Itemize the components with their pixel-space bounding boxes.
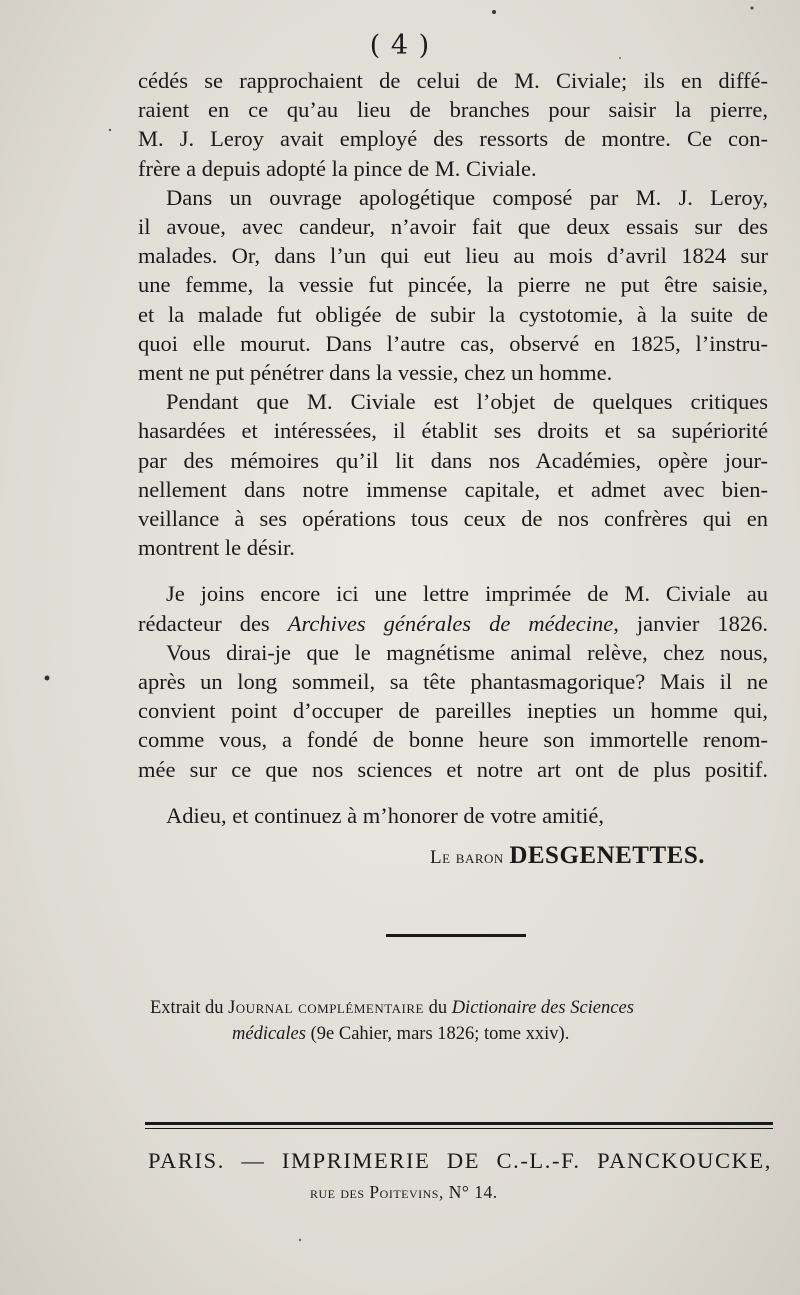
- text-line: veillance à ses opérations tous ceux de nos confrères qui en: [138, 506, 768, 532]
- paragraph-leroy-trials: [138, 183, 768, 387]
- text-line: montrent le désir.: [138, 535, 295, 561]
- paragraph-civiale-defense: [138, 387, 768, 562]
- text-line: par des mémoires qu’il lit dans nos Académies, opère jour-: [138, 447, 768, 473]
- text-line: convient point d’occuper de pareilles inepties un homme qui,: [138, 698, 768, 724]
- text-line: frère a depuis adopté la pince de M. Civiale.: [138, 155, 537, 181]
- text-line: hasardées et intéressées, il établit ses droits et sa supériorité: [138, 418, 768, 444]
- text-line: Vous dirai-je que le magnétisme animal relève, chez nous,: [166, 639, 768, 665]
- text-line: raient en ce qu’au lieu de branches pour saisir la pierre,: [138, 97, 768, 123]
- printer-imprint: [148, 1148, 772, 1203]
- text-line: comme vous, a fondé de bonne heure son immortelle renom-: [138, 727, 768, 753]
- page-number: ( 4 ): [369, 30, 431, 61]
- text-line: il avoue, avec candeur, n’avoir fait que deux essais sur des: [138, 214, 768, 240]
- text-line: Je joins encore ici une lettre imprimée de M. Civiale au: [166, 581, 768, 607]
- printer-name: PARIS. — IMPRIMERIE DE C.-L.-F. PANCKOUCKE,: [148, 1148, 772, 1173]
- signature-name: DESGENETTES.: [509, 842, 705, 869]
- text-line: mée sur ce que nos sciences et notre art ont de plus positif.: [138, 756, 768, 782]
- journal-title: Journal complémentaire: [228, 998, 424, 1018]
- paragraph-leroy-instruments: [138, 66, 768, 183]
- text-line: rédacteur des Archives générales de médecine, janvier 1826.: [138, 610, 768, 636]
- text-line: malades. Or, dans l’un qui eut lieu au mois d’avril 1824 sur: [138, 243, 768, 269]
- text-line: cédés se rapprochaient de celui de M. Civiale; ils en diffé-: [138, 68, 768, 93]
- text-line: M. J. Leroy avait employé des ressorts de montre. Ce con-: [138, 126, 768, 152]
- text-line: ment ne put pénétrer dans la vessie, chez un homme.: [138, 360, 613, 386]
- paragraph-magnetism: [138, 638, 768, 784]
- issue-details: (9e Cahier, mars 1826; tome xxiv).: [305, 1024, 570, 1044]
- dictionary-title: Dictionaire des Sciences: [451, 998, 634, 1018]
- text-line: après un long sommeil, sa tête phantasmagorique? Mais il ne: [138, 669, 768, 695]
- text-line: Dans un ouvrage apologétique composé par M. J. Leroy,: [166, 184, 768, 210]
- text-line: quoi elle mourut. Dans l’autre cas, observé en 1825, l’instru-: [138, 330, 768, 356]
- closing-line: [138, 801, 768, 830]
- archives-title: Archives générales de médecine: [287, 610, 614, 636]
- text-line: Adieu, et continuez à m’honorer de votre amitié,: [166, 802, 604, 828]
- text-line: une femme, la vessie fut pincée, la pierre ne put être saisie,: [138, 272, 768, 298]
- signature-title: Le baron: [430, 847, 504, 868]
- paragraph-enclosed-letter: [138, 579, 768, 637]
- signature: [430, 842, 705, 870]
- text-line: nellement dans notre immense capitale, et admet avec bien-: [138, 476, 768, 502]
- text-line: et la malade fut obligée de subir la cystotomie, à la suite de: [138, 301, 768, 327]
- imprint-rule-thick: [145, 1122, 773, 1125]
- text-line: Pendant que M. Civiale est l’objet de quelques critiques: [166, 389, 768, 415]
- printer-address: rue des Poitevins, N° 14.: [310, 1182, 498, 1202]
- imprint-rule-thin: [145, 1128, 773, 1129]
- section-divider: [386, 934, 526, 937]
- extract-note: Extrait du Journal complémentaire du Dictionaire des Sciences médicales (9e Cahier, mars 1826; tome xxiv).: [150, 998, 634, 1044]
- letter-body: [138, 66, 768, 830]
